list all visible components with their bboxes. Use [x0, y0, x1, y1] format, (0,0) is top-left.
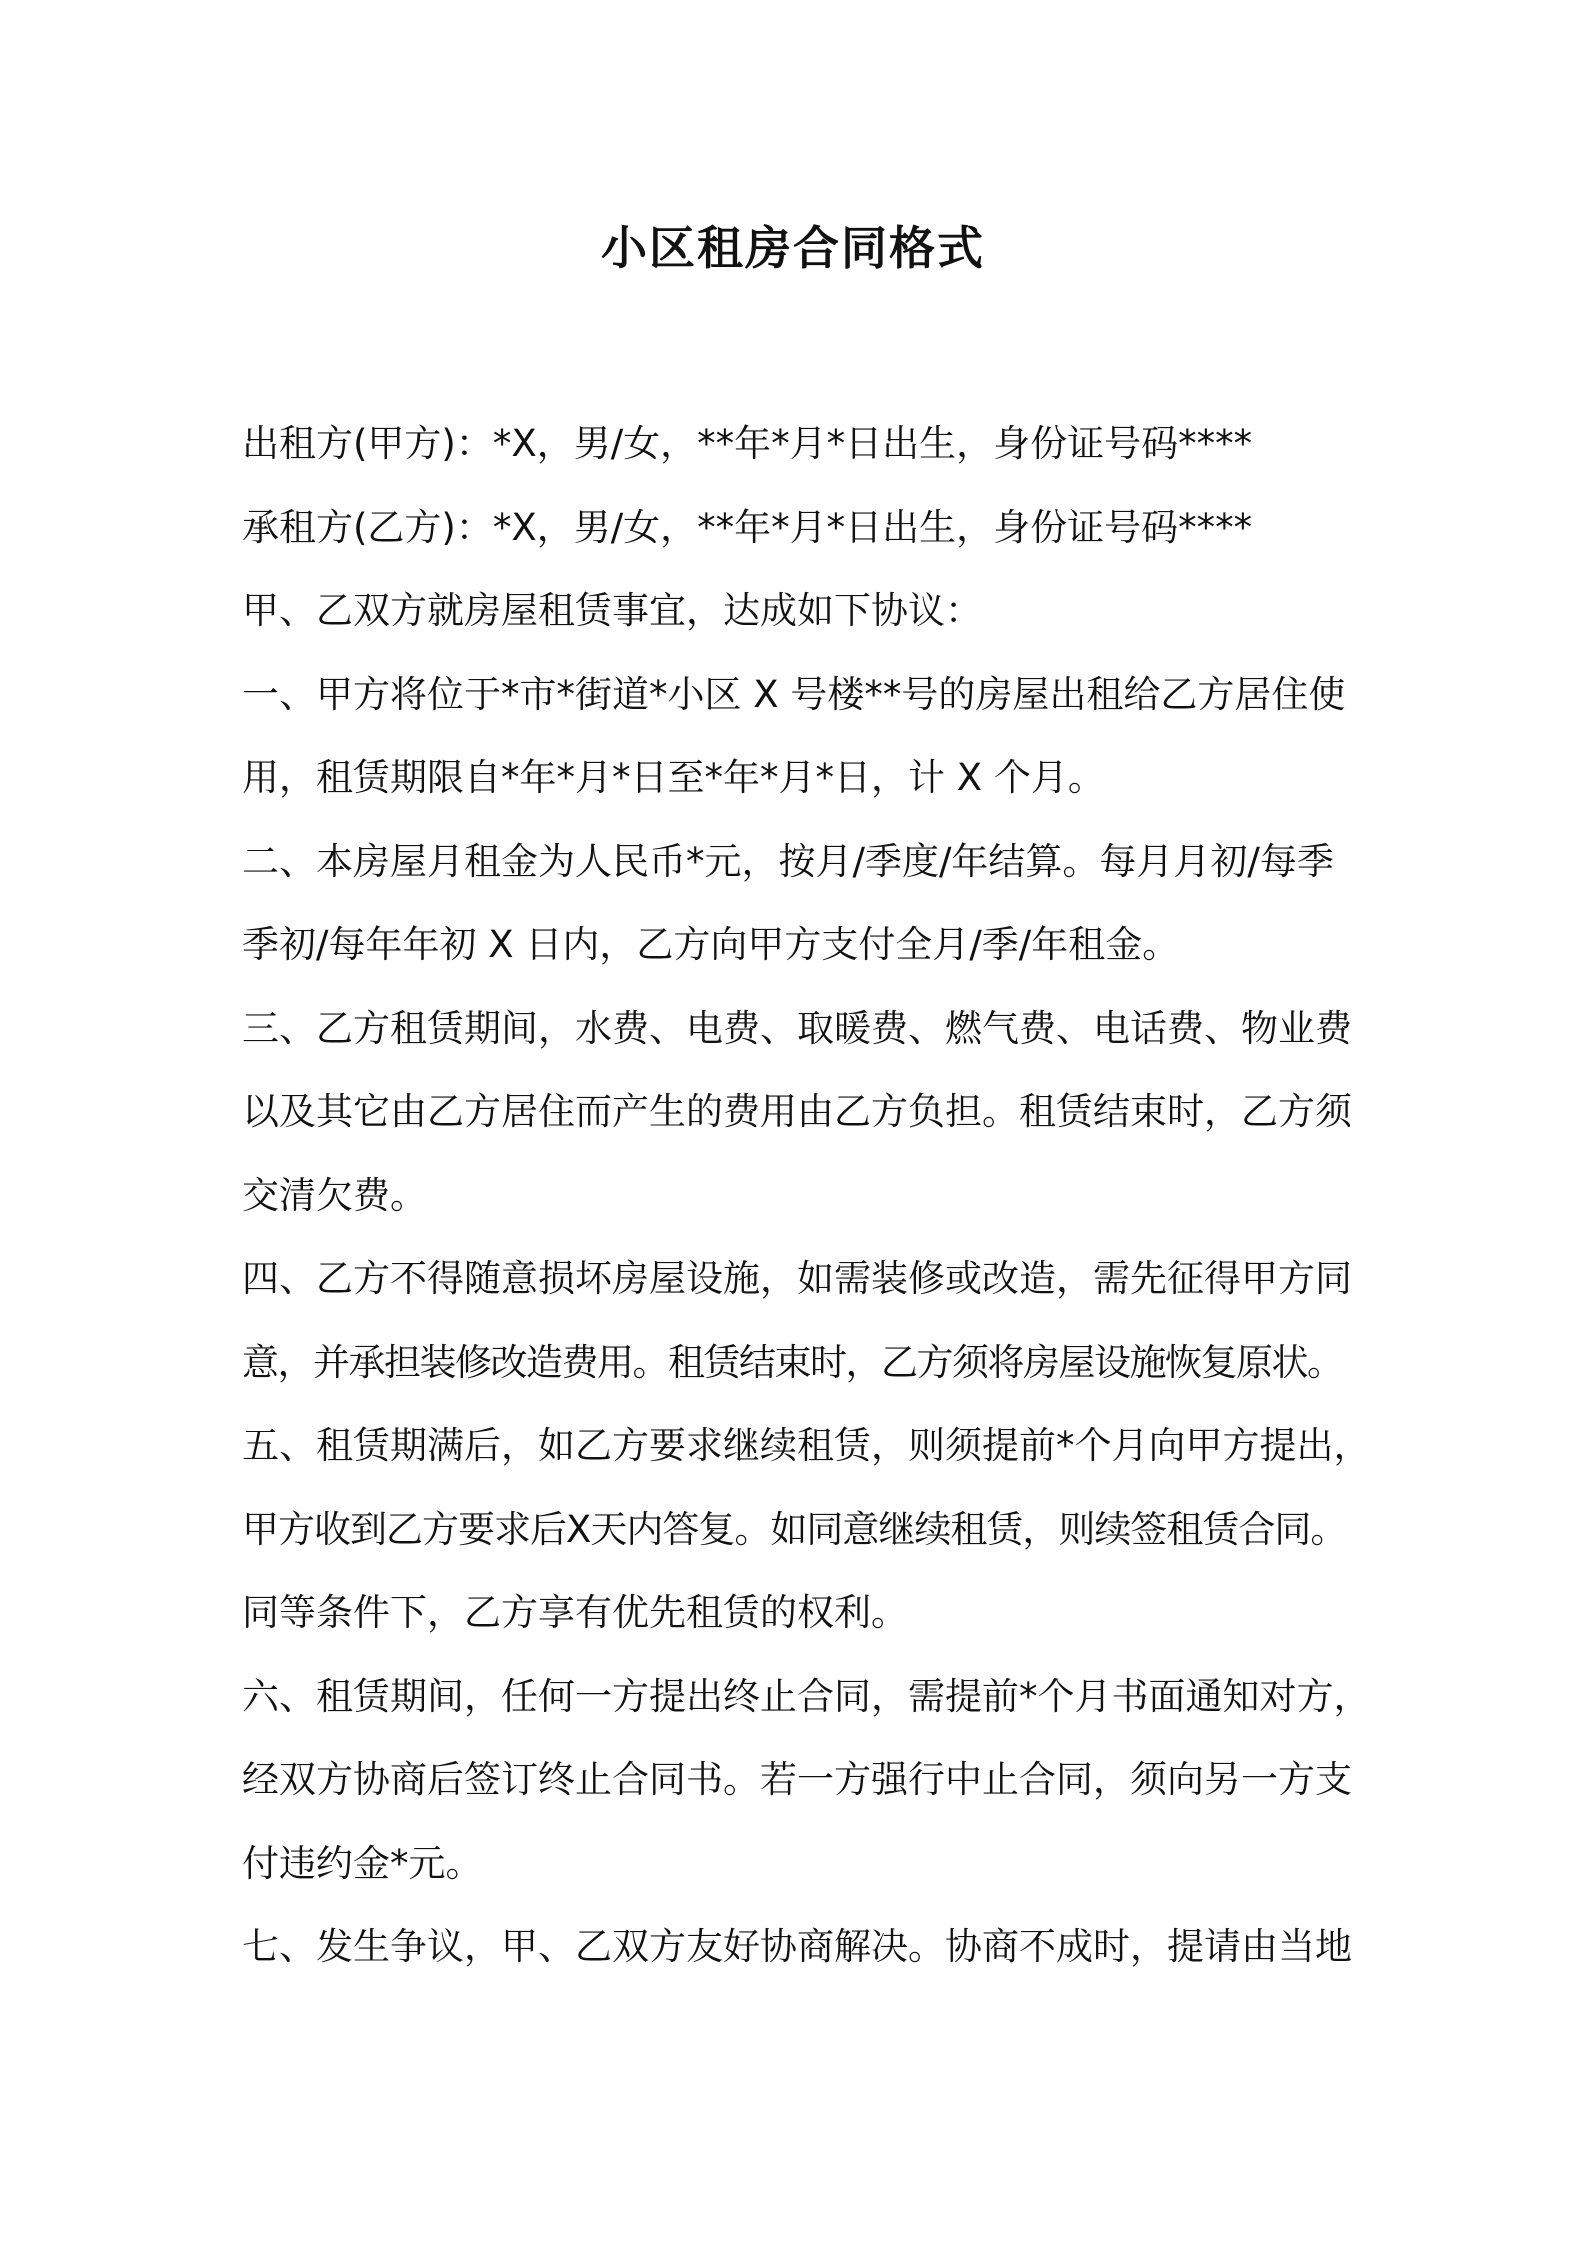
clause-3: [242, 987, 1362, 1238]
lessee-info-line: 承租方(乙方)：*X，男/女，**年*月*日出生，身份证号码****: [242, 505, 1253, 549]
clause-1: [242, 653, 1362, 820]
lessee-info: [242, 486, 1362, 570]
clause-6-line: 经双方协商后签订终止合同书。若一方强行中止合同，须向另一方支: [242, 1758, 1352, 1801]
document-title: 小区租房合同格式: [601, 221, 985, 275]
clause-3-line: 三、乙方租赁期间，水费、电费、取暖费、燃气费、电话费、物业费: [242, 1006, 1352, 1050]
clause-7-line: 七、发生争议，甲、乙双方友好协商解决。协商不成时，提请由当地: [242, 1925, 1352, 1968]
clause-1-line: 一、甲方将位于*市*街道*小区 X 号楼**号的房屋出租给乙方居住使: [242, 672, 1346, 716]
clause-6-line: 付违约金*元。: [242, 1841, 483, 1885]
clause-5-line: 甲方收到乙方要求后X天内答复。如同意继续租赁，则续签租赁合同。: [242, 1507, 1347, 1551]
lessor-info: [242, 402, 1362, 486]
clause-3-line: 交清欠费。: [242, 1173, 427, 1217]
contract-body: [242, 402, 1371, 1989]
clause-6-line: 六、租赁期间，任何一方提出终止合同，需提前*个月书面通知对方，: [242, 1674, 1371, 1718]
clause-6: [242, 1655, 1371, 1906]
clause-2-line: 季初/每年年初 X 日内，乙方向甲方支付全月/季/年租金。: [242, 923, 1180, 966]
clause-4-line: 四、乙方不得随意损坏房屋设施，如需装修或改造，需先征得甲方同: [242, 1257, 1352, 1300]
clause-7: [242, 1905, 1362, 1989]
clause-1-line: 用，租赁期限自*年*月*日至*年*月*日，计 X 个月。: [242, 756, 1105, 799]
clause-2: [242, 820, 1362, 987]
clause-5: [242, 1404, 1371, 1655]
clause-4: [242, 1237, 1362, 1404]
clause-5-line: 同等条件下，乙方享有优先租赁的权利。: [242, 1591, 908, 1634]
clause-2-line: 二、本房屋月租金为人民币*元，按月/季度/年结算。每月月初/每季: [242, 839, 1334, 883]
clause-4-line: 意，并承担装修改造费用。租赁结束时，乙方须将房屋设施恢复原状。: [242, 1340, 1343, 1384]
clause-5-line: 五、租赁期满后，如乙方要求继续租赁，则须提前*个月向甲方提出，: [242, 1424, 1371, 1467]
agreement-intro-line: 甲、乙双方就房屋租赁事宜，达成如下协议：: [242, 589, 982, 632]
clause-3-line: 以及其它由乙方居住而产生的费用由乙方负担。租赁结束时，乙方须: [242, 1090, 1352, 1133]
lessor-info-line: 出租方(甲方)：*X，男/女，**年*月*日出生，身份证号码****: [242, 422, 1253, 465]
agreement-intro: [242, 569, 1362, 653]
